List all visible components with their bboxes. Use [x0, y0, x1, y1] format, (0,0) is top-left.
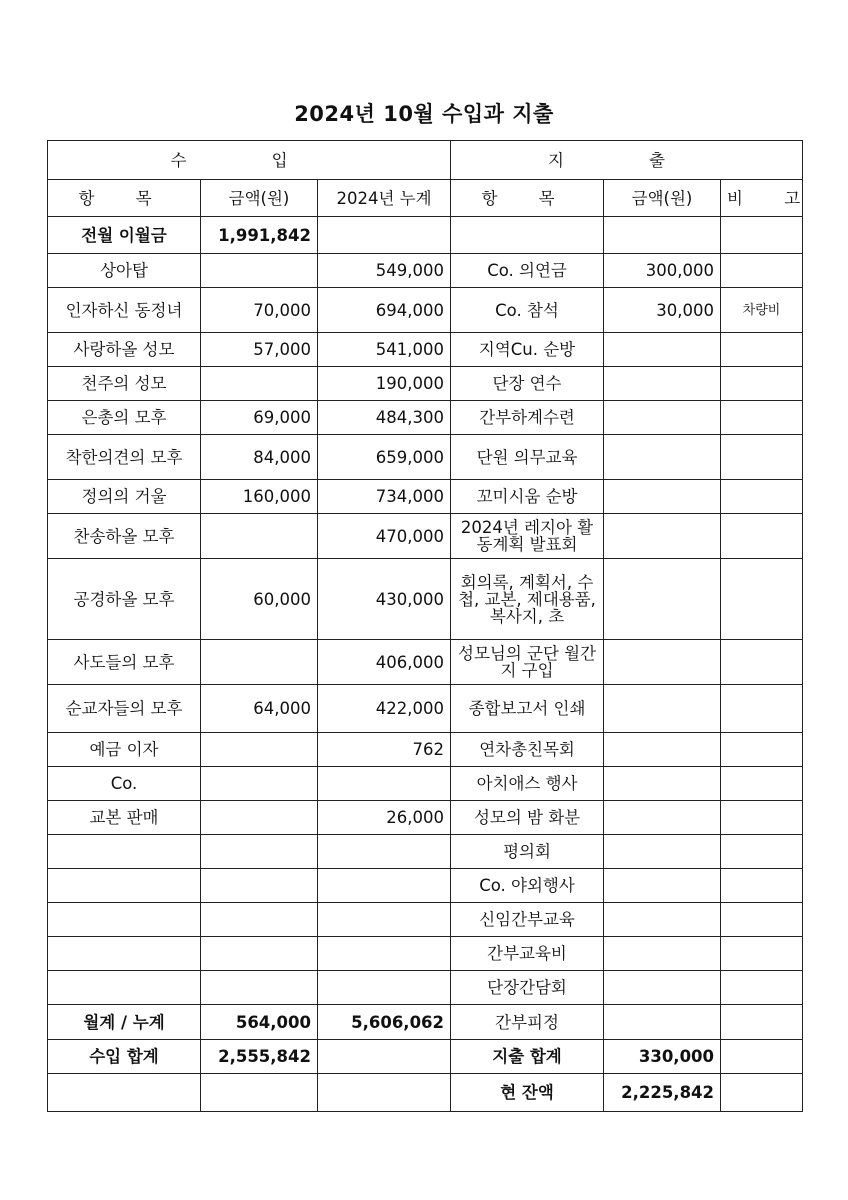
expense-amount-cell: 300,000	[604, 254, 721, 288]
income-item-cell	[48, 903, 201, 937]
income-section-header: 수 입	[48, 141, 451, 180]
note-cell	[721, 559, 803, 640]
note-cell	[721, 514, 803, 559]
table-row	[48, 401, 803, 435]
expense-item-cell: 단장 연수	[451, 367, 604, 401]
table-row	[48, 685, 803, 733]
col-header-item: 항 목	[48, 180, 201, 217]
balance-empty-3	[318, 1074, 451, 1112]
expense-amount-cell	[604, 435, 721, 480]
note-cell	[721, 401, 803, 435]
income-cumulative-cell	[318, 869, 451, 903]
expense-amount-cell	[604, 869, 721, 903]
income-item-cell: Co.	[48, 767, 201, 801]
income-cumulative-cell: 190,000	[318, 367, 451, 401]
expense-item-cell: Co. 야외행사	[451, 869, 604, 903]
table-row	[48, 367, 803, 401]
col-header-expense-amount: 금액(원)	[604, 180, 721, 217]
income-cumulative-cell: 484,300	[318, 401, 451, 435]
income-cumulative-cell	[318, 767, 451, 801]
table-row	[48, 288, 803, 333]
income-amount-cell	[201, 733, 318, 767]
income-item-cell	[48, 971, 201, 1005]
expense-item-cell: 단장간담회	[451, 971, 604, 1005]
income-amount-cell	[201, 254, 318, 288]
note-cell	[721, 480, 803, 514]
income-item-cell: 은총의 모후	[48, 401, 201, 435]
page-title: 2024년 10월 수입과 지출	[294, 102, 554, 126]
monthly-cumulative: 5,606,062	[318, 1005, 451, 1040]
income-cumulative-cell: 762	[318, 733, 451, 767]
expense-amount-cell	[604, 801, 721, 835]
table-row	[48, 254, 803, 288]
expense-item-cell: 성모의 밤 화분	[451, 801, 604, 835]
balance-empty-1	[48, 1074, 201, 1112]
income-amount-cell: 70,000	[201, 288, 318, 333]
note-cell	[721, 835, 803, 869]
expense-amount-cell	[604, 971, 721, 1005]
expense-item-cell: 지역Cu. 순방	[451, 333, 604, 367]
expense-item-cell: 간부하계수련	[451, 401, 604, 435]
expense-item-cell: 회의록, 계획서, 수첩, 교본, 제대용품, 복사지, 초	[451, 559, 604, 640]
income-total-value: 2,555,842	[201, 1040, 318, 1074]
income-cumulative-cell: 734,000	[318, 480, 451, 514]
income-amount-cell	[201, 514, 318, 559]
table-row	[48, 869, 803, 903]
expense-amount-cell	[604, 559, 721, 640]
income-item-cell: 교본 판매	[48, 801, 201, 835]
income-amount-cell	[201, 367, 318, 401]
income-item-cell: 찬송하올 모후	[48, 514, 201, 559]
table-row	[48, 835, 803, 869]
income-cumulative-cell	[318, 835, 451, 869]
table-row	[48, 217, 803, 254]
monthly-label: 월계 / 누계	[48, 1005, 201, 1040]
income-amount-cell: 60,000	[201, 559, 318, 640]
note-cell	[721, 971, 803, 1005]
income-item-cell: 천주의 성모	[48, 367, 201, 401]
balance-value: 2,225,842	[604, 1074, 721, 1112]
expense-item-cell: Co. 의연금	[451, 254, 604, 288]
expense-item-cell: 아치애스 행사	[451, 767, 604, 801]
note-cell	[721, 640, 803, 685]
income-amount-cell	[201, 903, 318, 937]
income-amount-cell	[201, 869, 318, 903]
expense-amount-cell	[604, 514, 721, 559]
income-amount-cell: 84,000	[201, 435, 318, 480]
expense-item-cell: 간부교육비	[451, 937, 604, 971]
note-cell	[721, 367, 803, 401]
note-cell	[721, 903, 803, 937]
income-item-cell	[48, 937, 201, 971]
note-cell: 차량비	[721, 288, 803, 333]
income-amount-cell: 69,000	[201, 401, 318, 435]
table-row	[48, 333, 803, 367]
expense-item-cell: 2024년 레지아 활동계획 발표회	[451, 514, 604, 559]
income-amount-cell	[201, 971, 318, 1005]
income-amount-cell	[201, 640, 318, 685]
expense-amount-cell	[604, 640, 721, 685]
income-amount-cell: 64,000	[201, 685, 318, 733]
col-header-note: 비 고	[721, 180, 803, 217]
income-cumulative-cell	[318, 903, 451, 937]
table-row	[48, 514, 803, 559]
expense-amount-cell	[604, 767, 721, 801]
expense-amount-cell	[604, 835, 721, 869]
expense-amount-cell	[604, 333, 721, 367]
income-cumulative-cell: 659,000	[318, 435, 451, 480]
expense-section-header: 지 출	[451, 141, 803, 180]
income-cumulative-cell	[318, 217, 451, 254]
table-row	[48, 801, 803, 835]
expense-total-value: 330,000	[604, 1040, 721, 1074]
expense-total-note	[721, 1040, 803, 1074]
note-cell	[721, 217, 803, 254]
income-item-cell: 순교자들의 모후	[48, 685, 201, 733]
ledger-body	[48, 217, 803, 1005]
income-cumulative-cell: 470,000	[318, 514, 451, 559]
expense-item-cell: 꼬미시움 순방	[451, 480, 604, 514]
income-cumulative-cell: 430,000	[318, 559, 451, 640]
table-row	[48, 903, 803, 937]
monthly-amount: 564,000	[201, 1005, 318, 1040]
note-cell	[721, 333, 803, 367]
note-cell	[721, 937, 803, 971]
income-cumulative-cell: 406,000	[318, 640, 451, 685]
income-total-empty	[318, 1040, 451, 1074]
expense-item-cell	[451, 217, 604, 254]
income-item-cell: 정의의 거울	[48, 480, 201, 514]
income-total-label: 수입 합계	[48, 1040, 201, 1074]
expense-amount-cell	[604, 733, 721, 767]
table-row	[48, 767, 803, 801]
expense-amount-cell	[604, 367, 721, 401]
income-amount-cell	[201, 835, 318, 869]
income-item-cell: 착한의견의 모후	[48, 435, 201, 480]
monthly-note	[721, 1005, 803, 1040]
income-item-cell: 예금 이자	[48, 733, 201, 767]
income-item-cell: 인자하신 동정녀	[48, 288, 201, 333]
expense-amount-cell	[604, 401, 721, 435]
table-row	[48, 733, 803, 767]
balance-note	[721, 1074, 803, 1112]
income-amount-cell: 57,000	[201, 333, 318, 367]
table-row	[48, 435, 803, 480]
income-cumulative-cell	[318, 937, 451, 971]
income-cumulative-cell	[318, 971, 451, 1005]
income-item-cell	[48, 835, 201, 869]
expense-item-cell: 연차총친목회	[451, 733, 604, 767]
monthly-expense-item: 간부피정	[451, 1005, 604, 1040]
income-amount-cell: 1,991,842	[201, 217, 318, 254]
table-row	[48, 559, 803, 640]
balance-empty-2	[201, 1074, 318, 1112]
col-header-amount: 금액(원)	[201, 180, 318, 217]
expense-amount-cell	[604, 685, 721, 733]
table-row	[48, 937, 803, 971]
table-row	[48, 640, 803, 685]
expense-amount-cell	[604, 217, 721, 254]
note-cell	[721, 767, 803, 801]
income-cumulative-cell: 694,000	[318, 288, 451, 333]
income-item-cell: 공경하올 모후	[48, 559, 201, 640]
col-header-cumulative: 2024년 누계	[318, 180, 451, 217]
table-row	[48, 480, 803, 514]
income-amount-cell: 160,000	[201, 480, 318, 514]
income-cumulative-cell: 541,000	[318, 333, 451, 367]
expense-total-label: 지출 합계	[451, 1040, 604, 1074]
income-cumulative-cell: 422,000	[318, 685, 451, 733]
expense-item-cell: 종합보고서 인쇄	[451, 685, 604, 733]
expense-item-cell: Co. 참석	[451, 288, 604, 333]
monthly-expense-amount	[604, 1005, 721, 1040]
expense-item-cell: 성모님의 군단 월간지 구입	[451, 640, 604, 685]
income-amount-cell	[201, 767, 318, 801]
expense-amount-cell: 30,000	[604, 288, 721, 333]
income-cumulative-cell: 26,000	[318, 801, 451, 835]
income-item-cell: 사랑하올 성모	[48, 333, 201, 367]
note-cell	[721, 685, 803, 733]
note-cell	[721, 254, 803, 288]
income-amount-cell	[201, 801, 318, 835]
expense-item-cell: 단원 의무교육	[451, 435, 604, 480]
income-item-cell: 상아탑	[48, 254, 201, 288]
table-row	[48, 971, 803, 1005]
expense-amount-cell	[604, 903, 721, 937]
note-cell	[721, 733, 803, 767]
expense-item-cell: 신임간부교육	[451, 903, 604, 937]
note-cell	[721, 435, 803, 480]
expense-amount-cell	[604, 937, 721, 971]
expense-amount-cell	[604, 480, 721, 514]
note-cell	[721, 869, 803, 903]
income-amount-cell	[201, 937, 318, 971]
balance-label: 현 잔액	[451, 1074, 604, 1112]
note-cell	[721, 801, 803, 835]
expense-item-cell: 평의회	[451, 835, 604, 869]
col-header-expense-item: 항 목	[451, 180, 604, 217]
income-item-cell: 사도들의 모후	[48, 640, 201, 685]
ledger-table	[47, 140, 819, 1112]
income-item-cell: 전월 이월금	[48, 217, 201, 254]
income-cumulative-cell: 549,000	[318, 254, 451, 288]
income-item-cell	[48, 869, 201, 903]
